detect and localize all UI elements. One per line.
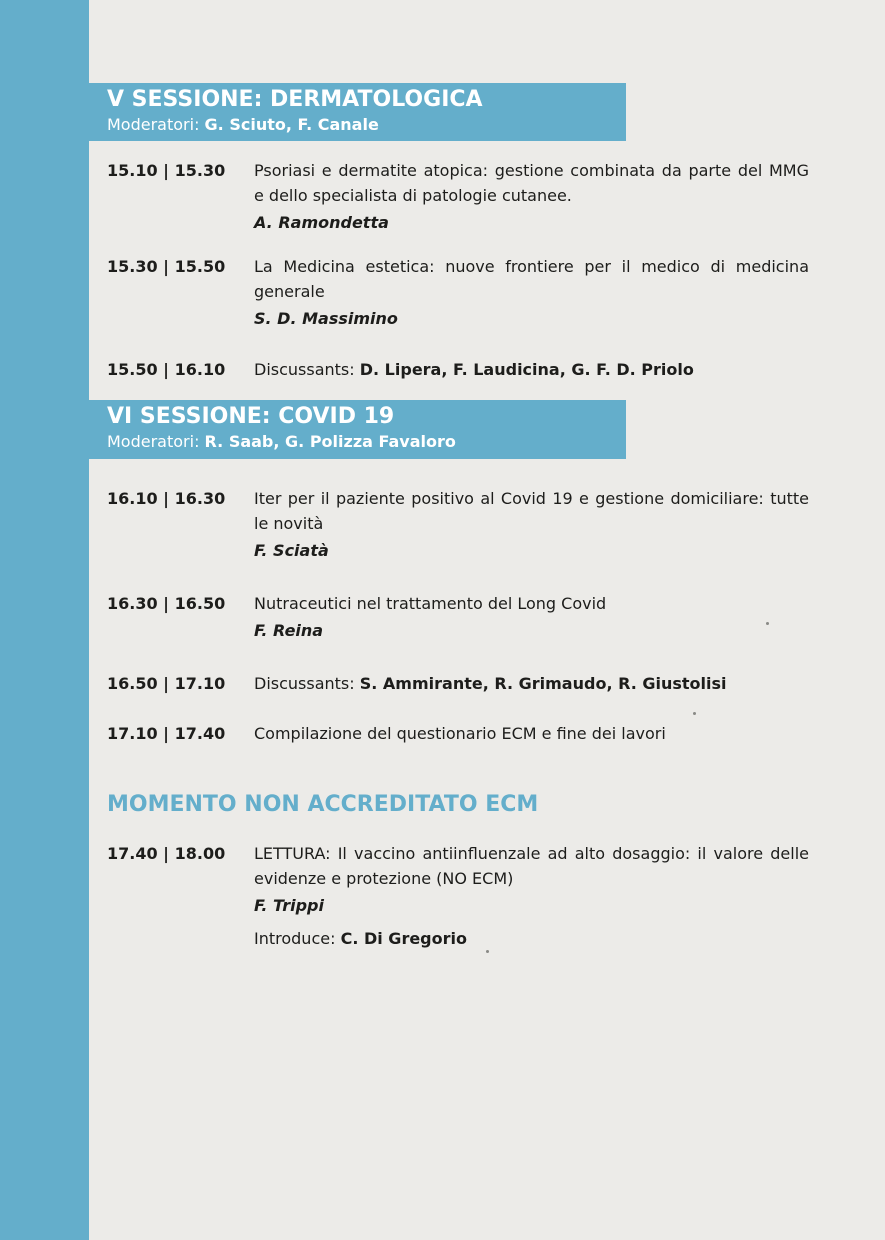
discussants-names: S. Ammirante, R. Grimaudo, R. Giustolisi: [359, 674, 727, 693]
discussants-names: D. Lipera, F. Laudicina, G. F. D. Priolo: [359, 360, 694, 379]
item-content: [254, 721, 809, 746]
moderators-label: Moderatori:: [107, 115, 200, 134]
session-vi-header: [89, 400, 626, 459]
time-slot: 16.30 | 16.50: [107, 594, 226, 613]
item-content: [254, 158, 809, 235]
time-slot: 17.40 | 18.00: [107, 844, 226, 863]
session-title: V SESSIONE: DERMATOLOGICA: [107, 87, 483, 112]
time-slot: 15.30 | 15.50: [107, 257, 226, 276]
introducer-label: Introduce:: [254, 929, 336, 948]
moderators-label: Moderatori:: [107, 432, 200, 451]
speaker-name: F. Sciatà: [254, 541, 329, 560]
moderators-names: G. Sciuto, F. Canale: [204, 115, 379, 134]
sidebar-accent-bar: [0, 0, 89, 1240]
session-v-header: [89, 83, 626, 141]
item-content: [254, 254, 809, 331]
non-ecm-heading: MOMENTO NON ACCREDITATO ECM: [107, 792, 539, 817]
session-moderators: [107, 114, 626, 136]
speaker-name: A. Ramondetta: [254, 213, 389, 232]
time-slot: 15.10 | 15.30: [107, 161, 226, 180]
item-content: [254, 486, 809, 563]
time-slot: 16.10 | 16.30: [107, 489, 226, 508]
item-content: [254, 671, 809, 696]
paper-speck: [693, 712, 696, 715]
talk-title: Compilazione del questionario ECM e fine dei lavori: [254, 724, 666, 743]
moderators-names: R. Saab, G. Polizza Favaloro: [204, 432, 456, 451]
talk-title: Psoriasi e dermatite atopica: gestione combinata da parte del MMG e dello specialista di patologie cutanee.: [254, 161, 809, 205]
session-moderators: [107, 431, 626, 453]
talk-title: Nutraceutici nel trattamento del Long Covid: [254, 594, 607, 613]
time-slot: 16.50 | 17.10: [107, 674, 226, 693]
speaker-name: F. Trippi: [254, 896, 324, 915]
introducer: [254, 926, 809, 951]
speaker-name: S. D. Massimino: [254, 309, 398, 328]
talk-title: LETTURA: Il vaccino antiinfluenzale ad alto dosaggio: il valore delle evidenze e protezione (NO ECM): [254, 844, 809, 888]
item-content: [254, 841, 809, 951]
speaker-name: F. Reina: [254, 621, 324, 640]
session-title: VI SESSIONE: COVID 19: [107, 404, 395, 429]
introducer-name: C. Di Gregorio: [340, 929, 467, 948]
discussants-label: Discussants:: [254, 674, 355, 693]
item-content: [254, 357, 809, 382]
time-slot: 17.10 | 17.40: [107, 724, 226, 743]
talk-title: La Medicina estetica: nuove frontiere per il medico di medicina generale: [254, 257, 809, 301]
discussants-label: Discussants:: [254, 360, 355, 379]
time-slot: 15.50 | 16.10: [107, 360, 226, 379]
talk-title: Iter per il paziente positivo al Covid 19 e gestione domiciliare: tutte le novità: [254, 489, 809, 533]
item-content: [254, 591, 809, 643]
